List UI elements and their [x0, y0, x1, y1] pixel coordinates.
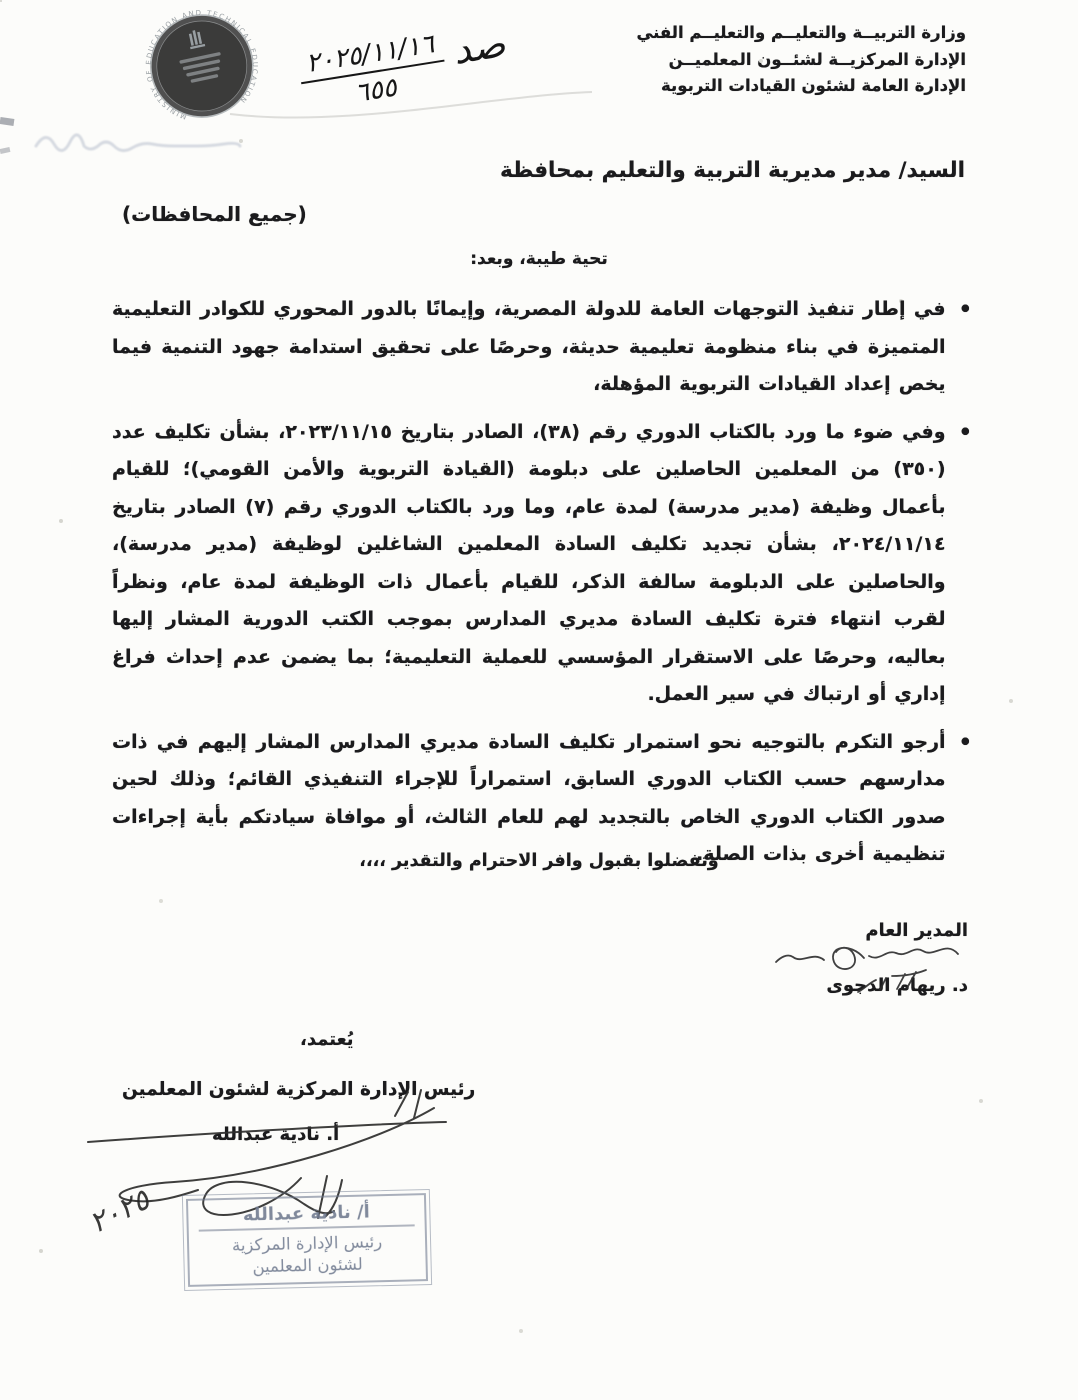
paragraph-text: في إطار تنفيذ التوجهات العامة للدولة المصرية، وإيمانًا بالدور المحوري للكوادر التعليمية المتميزة في بناء منظومة تعليمية حديثة، وحرصًا على تحقيق استدامة جهود التنمية فيما يخص إعداد القيادات التربوية المؤهلة،: [112, 298, 946, 395]
general-manager-title: المدير العام: [865, 920, 968, 941]
ministry-name-line: وزارة التربيــة والتعليــم والتعليــم الفني: [636, 23, 966, 42]
stamp-department-line: لشئون المعلمين: [252, 1254, 363, 1277]
general-manager-name: د. ريهام الدجوى: [826, 975, 968, 996]
stamp-name-line: أ/ نادية عبدالله: [198, 1200, 415, 1231]
stamp-title-line: رئيس الإدارة المركزية: [231, 1232, 383, 1255]
approver-name: أ. نادية عبدالله: [212, 1124, 340, 1145]
general-manager-signature-scribble: [766, 934, 966, 998]
all-governorates-line: (جميع المحافظات): [122, 202, 307, 226]
ministry-header: [636, 20, 966, 100]
greeting-line: تحية طيبة، وبعد:: [470, 249, 608, 269]
bullet-icon: •: [958, 729, 972, 754]
handwritten-number: ٦٥٥: [352, 72, 399, 109]
bullet-paragraph-2: [112, 414, 972, 714]
seal-ring-text: MINISTRY OF EDUCATION AND TECHNICAL EDUCATION: [144, 8, 259, 121]
approved-label: يُعتمد،: [300, 1029, 354, 1050]
official-stamp: [182, 1189, 432, 1291]
general-administration-line: الإدارة العامة لشئون القيادات التربوية: [661, 76, 966, 96]
bullet-icon: •: [958, 297, 972, 321]
paragraph-text: وفي ضوء ما ورد بالكتاب الدوري رقم (٣٨)، الصادر بتاريخ ٢٠٢٣/١١/١٥، بشأن تكليف عدد (٣٥٠) من المعلمين الحاصلين على دبلومة (القيادة التربوية والأمن القومي)؛ للقيام بأعمال وظيفة (مدير مدرسة) لمدة عام، وما ورد بالكتاب الدوري رقم (٧) الصادر بتاريخ ٢٠٢٤/١١/١٤، بشأن تجديد تكليف السادة المعلمين الشاغلين لوظيفة (مدير مدرسة)، والحاصلين على الدبلومة سالفة الذكر، للقيام بأعمال ذات الوظيفة لمدة عام، ونظراً لقرب انتهاء فترة تكليف السادة مديري المدارس بموجب الكتب الدورية المشار إليها بعاليه، وحرصًا على الاستقرار المؤسسي للعملية التعليمية؛ بما يضمن عدم إحداث فراغ إداري أو ارتباك في سير العمل.: [112, 420, 946, 705]
faded-scan-smudge: [28, 116, 244, 164]
addressee-line: السيد/ مدير مديرية التربية والتعليم بمحافظة: [500, 158, 965, 183]
approver-title: رئيس الإدارة المركزية لشئون المعلمين: [122, 1079, 476, 1100]
bullet-paragraph-1: [112, 291, 972, 404]
handwritten-date: ٢٠٢٥/١١/١٦: [296, 28, 445, 84]
letter-body: [112, 291, 972, 884]
central-administration-line: الإدارة المركزيــة لشئــون المعلميــن: [668, 49, 966, 69]
closing-line: وتفضلوا بقبول وافر الاحترام والتقدير ،،،،: [359, 851, 719, 871]
paragraph-text: أرجو التكرم بالتوجيه نحو استمرار تكليف السادة مديري المدارس المشار إليهم في ذات مدارسهم حسب الكتاب الدوري السابق، استمراراً للإجراء التنفيذي القائم؛ وذلك لحين صدور الكتاب الدوري الخاص بالتجديد لهم للعام الثالث، أو موافاة سيادتكم بأية إجراءات تنظيمية أخرى بذات الصلة.: [112, 730, 946, 865]
scan-crease-line: [228, 84, 596, 134]
scan-noise: [0, 0, 2, 2]
handwritten-prefix: صد: [449, 21, 509, 73]
bullet-icon: •: [958, 419, 972, 444]
handwritten-year: ٢٠٢٥: [83, 1182, 155, 1240]
scan-edge-artifact: [0, 117, 14, 126]
scan-edge-artifact: [0, 147, 10, 154]
